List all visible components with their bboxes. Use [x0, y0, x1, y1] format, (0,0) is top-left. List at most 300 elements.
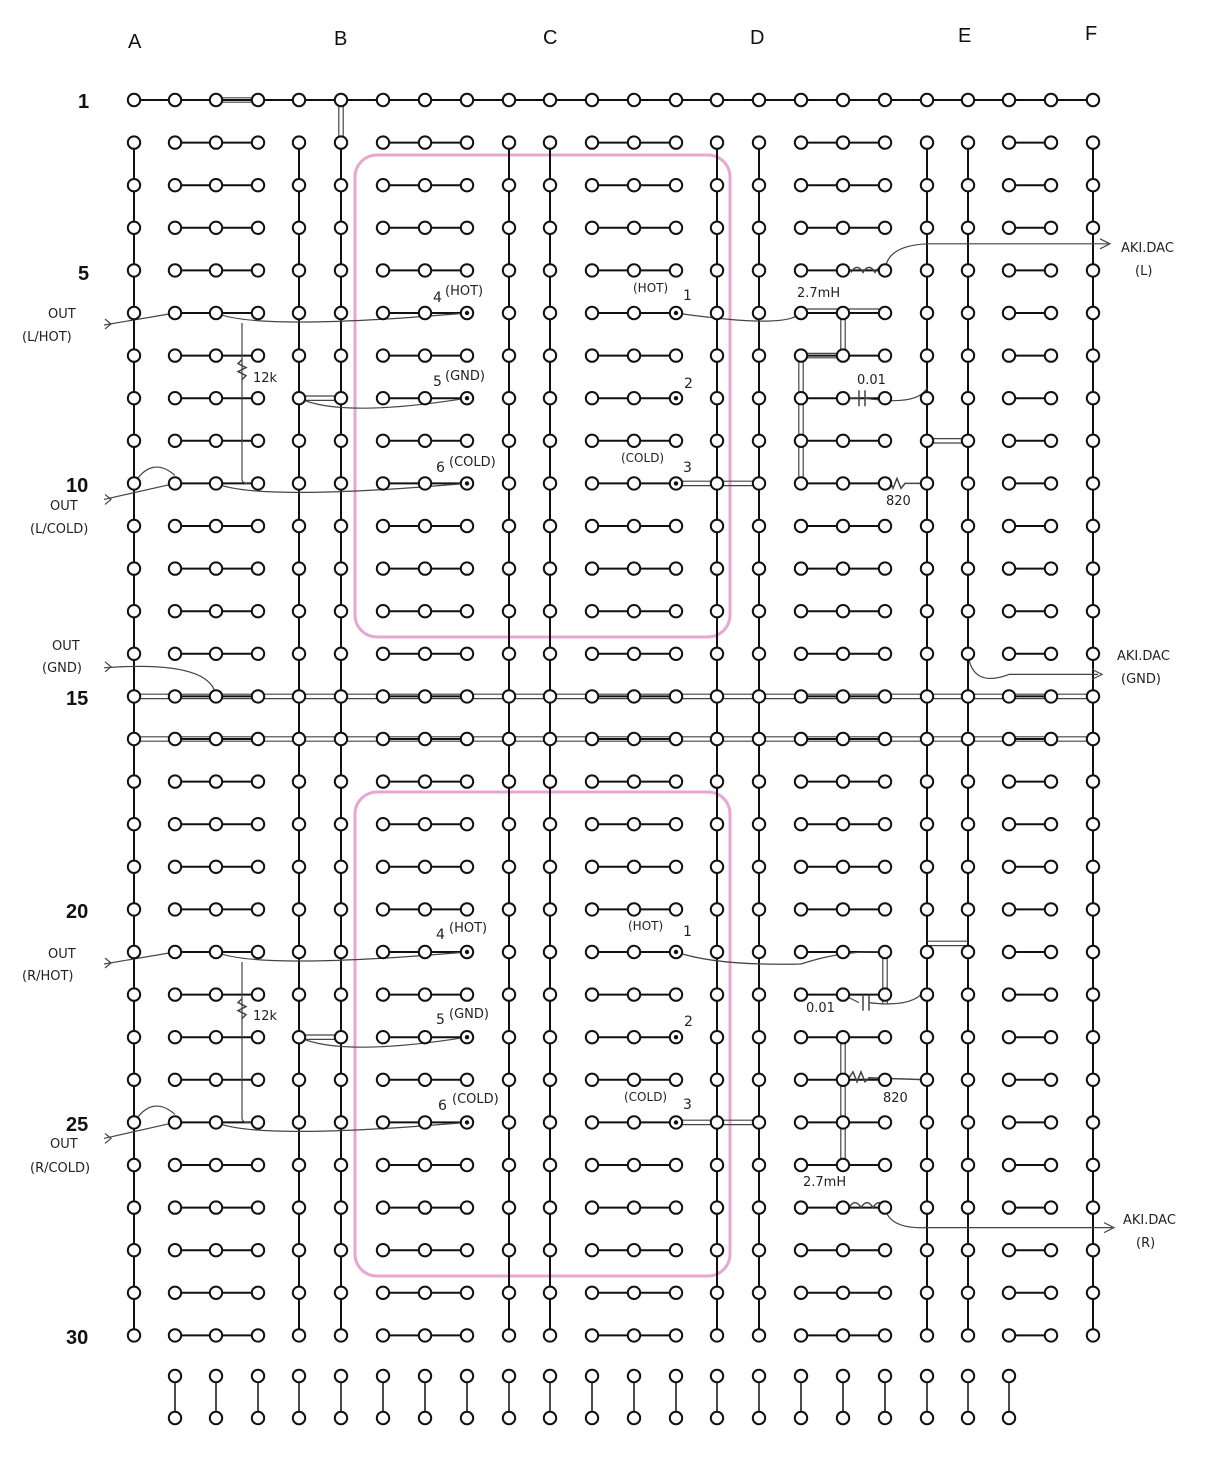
- hole: [503, 818, 515, 830]
- hole: [544, 818, 556, 830]
- hole: [419, 222, 431, 234]
- hole: [335, 775, 347, 787]
- hole: [377, 818, 389, 830]
- hole: [628, 605, 640, 617]
- hole: [1003, 861, 1015, 873]
- hole: [377, 477, 389, 489]
- hole: [544, 307, 556, 319]
- hole: [628, 392, 640, 404]
- hole: [419, 648, 431, 660]
- hole: [169, 435, 181, 447]
- hole: [753, 136, 765, 148]
- bottom-hole: [503, 1412, 515, 1424]
- hole: [252, 648, 264, 660]
- hole: [1003, 136, 1015, 148]
- hole: [169, 1244, 181, 1256]
- bottom-hole: [795, 1370, 807, 1382]
- hole: [837, 562, 849, 574]
- hole: [1045, 562, 1057, 574]
- hole: [293, 349, 305, 361]
- hole: [377, 775, 389, 787]
- hole: [293, 946, 305, 958]
- hole: [128, 1159, 140, 1171]
- hole: [544, 946, 556, 958]
- hole: [711, 903, 723, 915]
- dac-r-line2: (R): [1136, 1236, 1156, 1251]
- hole: [837, 775, 849, 787]
- hole: [586, 1116, 598, 1128]
- hole: [503, 1116, 515, 1128]
- hole: [753, 349, 765, 361]
- hole: [837, 605, 849, 617]
- hole: [544, 1329, 556, 1341]
- hole: [544, 1244, 556, 1256]
- out-gnd-line1: OUT: [52, 639, 80, 654]
- bottom-hole: [753, 1370, 765, 1382]
- bottom-hole: [335, 1412, 347, 1424]
- hole: [1087, 264, 1099, 276]
- hole: [293, 1159, 305, 1171]
- hole: [670, 861, 682, 873]
- hole: [210, 988, 222, 1000]
- hole: [586, 648, 598, 660]
- hole: [503, 392, 515, 404]
- hole: [879, 733, 891, 745]
- pin-dot: [465, 311, 469, 315]
- hole: [1087, 861, 1099, 873]
- hole: [837, 1116, 849, 1128]
- hole: [711, 775, 723, 787]
- hole: [252, 264, 264, 276]
- hole: [586, 1201, 598, 1213]
- hole: [879, 1159, 891, 1171]
- hole: [544, 1159, 556, 1171]
- bottom-hole: [670, 1370, 682, 1382]
- hole-row-1: [461, 94, 473, 106]
- hole: [377, 1031, 389, 1043]
- hole: [586, 1287, 598, 1299]
- hole: [879, 690, 891, 702]
- hole: [879, 349, 891, 361]
- hole: [503, 1201, 515, 1213]
- hole: [252, 1287, 264, 1299]
- hole: [169, 946, 181, 958]
- out-r-cold-line2: (R/COLD): [30, 1161, 91, 1176]
- hole: [293, 520, 305, 532]
- hole: [795, 1329, 807, 1341]
- hole: [670, 1159, 682, 1171]
- hole: [169, 1159, 181, 1171]
- hole: [293, 392, 305, 404]
- hole: [837, 264, 849, 276]
- hole: [711, 392, 723, 404]
- row-label-5: 5: [78, 263, 90, 285]
- hole: [293, 1031, 305, 1043]
- hole-row-1: [586, 94, 598, 106]
- hole: [293, 1116, 305, 1128]
- row-label-20: 20: [66, 901, 89, 923]
- hole: [753, 392, 765, 404]
- hole-layer: [128, 94, 1099, 1424]
- hole: [1045, 1074, 1057, 1086]
- hole: [586, 435, 598, 447]
- hole: [419, 903, 431, 915]
- hole: [1087, 1201, 1099, 1213]
- hole: [1087, 690, 1099, 702]
- hole: [1045, 946, 1057, 958]
- bottom-hole: [753, 1412, 765, 1424]
- hole: [753, 435, 765, 447]
- hole: [252, 690, 264, 702]
- hole: [544, 988, 556, 1000]
- hole: [377, 349, 389, 361]
- hole: [335, 733, 347, 745]
- hole: [753, 648, 765, 660]
- hole: [586, 733, 598, 745]
- hole: [461, 136, 473, 148]
- hole: [419, 1159, 431, 1171]
- hole: [1087, 648, 1099, 660]
- column-label-e: E: [958, 25, 972, 47]
- hole: [1045, 1159, 1057, 1171]
- hole: [544, 1074, 556, 1086]
- hole: [879, 861, 891, 873]
- hole: [879, 605, 891, 617]
- hole: [628, 222, 640, 234]
- hole: [169, 775, 181, 787]
- out-l-cold-line2: (L/COLD): [30, 522, 89, 537]
- hole: [210, 392, 222, 404]
- hole: [1003, 1031, 1015, 1043]
- hole: [503, 349, 515, 361]
- hole-row-1: [544, 94, 556, 106]
- hole: [837, 435, 849, 447]
- hole: [293, 861, 305, 873]
- out-r-hot-line2: (R/HOT): [22, 969, 74, 984]
- hole: [293, 477, 305, 489]
- hole: [795, 861, 807, 873]
- hole: [377, 136, 389, 148]
- right-resistor-820-label: 820: [883, 1091, 908, 1106]
- pin-dot: [465, 950, 469, 954]
- hole: [128, 477, 140, 489]
- hole: [252, 861, 264, 873]
- bottom-hole: [377, 1370, 389, 1382]
- bottom-hole: [795, 1412, 807, 1424]
- hole: [586, 562, 598, 574]
- hole: [837, 179, 849, 191]
- hole: [962, 349, 974, 361]
- hole: [419, 349, 431, 361]
- pin-dot: [465, 1035, 469, 1039]
- bottom-hole: [1003, 1412, 1015, 1424]
- hole: [503, 946, 515, 958]
- hole: [252, 1031, 264, 1043]
- hole: [1045, 1201, 1057, 1213]
- hole: [1087, 1159, 1099, 1171]
- right-ic-pin5-num: 5: [436, 1012, 445, 1028]
- hole: [128, 988, 140, 1000]
- hole: [711, 1287, 723, 1299]
- hole: [335, 988, 347, 1000]
- hole-row-1: [628, 94, 640, 106]
- hole: [921, 349, 933, 361]
- hole: [503, 648, 515, 660]
- hole: [169, 690, 181, 702]
- hole: [1003, 946, 1015, 958]
- hole: [962, 690, 974, 702]
- hole: [377, 1074, 389, 1086]
- hole: [210, 690, 222, 702]
- hole: [586, 477, 598, 489]
- hole: [628, 1287, 640, 1299]
- hole: [335, 690, 347, 702]
- column-label-f: F: [1085, 23, 1098, 45]
- hole: [1045, 222, 1057, 234]
- hole: [628, 1244, 640, 1256]
- hole: [670, 562, 682, 574]
- hole: [921, 1159, 933, 1171]
- hole: [670, 179, 682, 191]
- hole: [753, 861, 765, 873]
- hole: [419, 264, 431, 276]
- hole: [753, 1329, 765, 1341]
- hole: [1087, 307, 1099, 319]
- hole: [837, 222, 849, 234]
- bottom-hole: [252, 1370, 264, 1382]
- hole: [1045, 605, 1057, 617]
- hole: [128, 307, 140, 319]
- right-ic-pin4-num: 4: [436, 927, 445, 943]
- hole: [210, 562, 222, 574]
- hole: [252, 818, 264, 830]
- hole: [293, 1329, 305, 1341]
- hole: [503, 733, 515, 745]
- hole: [1003, 179, 1015, 191]
- bottom-hole: [169, 1370, 181, 1382]
- hole: [921, 1031, 933, 1043]
- hole: [921, 733, 933, 745]
- hole: [753, 690, 765, 702]
- hole: [293, 733, 305, 745]
- hole: [670, 818, 682, 830]
- hole: [335, 392, 347, 404]
- hole: [879, 1201, 891, 1213]
- hole: [670, 1329, 682, 1341]
- bottom-hole: [1003, 1370, 1015, 1382]
- hole: [1087, 818, 1099, 830]
- hole: [335, 1287, 347, 1299]
- hole: [962, 1287, 974, 1299]
- hole: [962, 1159, 974, 1171]
- hole: [795, 477, 807, 489]
- hole: [1087, 392, 1099, 404]
- hole: [711, 136, 723, 148]
- hole: [921, 605, 933, 617]
- hole: [544, 1116, 556, 1128]
- hole: [544, 264, 556, 276]
- hole: [293, 1244, 305, 1256]
- hole: [962, 307, 974, 319]
- hole: [628, 1074, 640, 1086]
- pin-dot: [465, 1120, 469, 1124]
- hole: [962, 648, 974, 660]
- hole: [1045, 818, 1057, 830]
- hole: [169, 733, 181, 745]
- hole: [1003, 1201, 1015, 1213]
- hole: [1003, 1159, 1015, 1171]
- left-ic-pin5-num: 5: [433, 374, 442, 390]
- right-pin1-wire: [676, 952, 885, 965]
- hole: [795, 349, 807, 361]
- hole: [293, 775, 305, 787]
- hole: [628, 562, 640, 574]
- hole: [962, 946, 974, 958]
- hole: [670, 136, 682, 148]
- hole: [503, 903, 515, 915]
- right-ic-pin3-num: 3: [683, 1097, 692, 1113]
- hole: [293, 562, 305, 574]
- hole: [628, 520, 640, 532]
- hole: [544, 690, 556, 702]
- hole: [293, 605, 305, 617]
- hole: [586, 818, 598, 830]
- hole: [293, 264, 305, 276]
- right-resistor-12k-label: 12k: [253, 1009, 278, 1024]
- hole: [837, 307, 849, 319]
- pin-dot: [674, 481, 678, 485]
- hole: [252, 136, 264, 148]
- out-l-hot-line1: OUT: [48, 307, 76, 322]
- left-pin1-wire: [676, 309, 885, 321]
- hole: [586, 520, 598, 532]
- hole: [544, 1031, 556, 1043]
- bottom-hole: [670, 1412, 682, 1424]
- hole: [879, 435, 891, 447]
- hole: [210, 1287, 222, 1299]
- hole: [503, 1244, 515, 1256]
- hole: [1087, 903, 1099, 915]
- hole: [503, 222, 515, 234]
- hole: [795, 222, 807, 234]
- hole: [628, 1116, 640, 1128]
- hole: [252, 222, 264, 234]
- hole: [711, 1244, 723, 1256]
- hole: [252, 605, 264, 617]
- hole: [628, 1329, 640, 1341]
- hole: [335, 435, 347, 447]
- hole: [921, 1074, 933, 1086]
- hole-row-1: [335, 94, 347, 106]
- hole: [1087, 1116, 1099, 1128]
- hole: [169, 1074, 181, 1086]
- hole: [461, 903, 473, 915]
- hole: [377, 520, 389, 532]
- hole: [837, 349, 849, 361]
- hole: [1003, 775, 1015, 787]
- hole: [753, 222, 765, 234]
- hole: [503, 435, 515, 447]
- hole-row-1: [210, 94, 222, 106]
- hole: [921, 435, 933, 447]
- hole: [586, 690, 598, 702]
- hole: [962, 1031, 974, 1043]
- hole: [670, 988, 682, 1000]
- bottom-hole: [837, 1412, 849, 1424]
- hole: [921, 477, 933, 489]
- hole: [419, 136, 431, 148]
- hole: [795, 605, 807, 617]
- hole: [293, 179, 305, 191]
- hole: [128, 648, 140, 660]
- hole-row-1: [879, 94, 891, 106]
- hole: [252, 179, 264, 191]
- hole: [962, 477, 974, 489]
- hole: [586, 307, 598, 319]
- hole: [1087, 136, 1099, 148]
- pin-dot: [674, 1120, 678, 1124]
- hole: [335, 1031, 347, 1043]
- hole: [962, 264, 974, 276]
- hole: [377, 179, 389, 191]
- hole: [252, 988, 264, 1000]
- hole-row-1: [1003, 94, 1015, 106]
- row-label-10: 10: [66, 475, 89, 497]
- out-gnd-line2: (GND): [42, 661, 82, 676]
- hole: [962, 179, 974, 191]
- hole: [1045, 136, 1057, 148]
- row-label-30: 30: [66, 1327, 89, 1349]
- hole: [335, 1244, 347, 1256]
- hole: [795, 1116, 807, 1128]
- hole: [670, 690, 682, 702]
- hole: [753, 1116, 765, 1128]
- hole: [711, 1031, 723, 1043]
- hole: [586, 1244, 598, 1256]
- hole: [711, 520, 723, 532]
- bottom-hole: [711, 1370, 723, 1382]
- hole: [293, 1201, 305, 1213]
- hole: [711, 1116, 723, 1128]
- hole: [503, 988, 515, 1000]
- hole: [753, 775, 765, 787]
- bottom-hole: [461, 1370, 473, 1382]
- hole: [128, 1329, 140, 1341]
- hole: [252, 477, 264, 489]
- hole: [962, 903, 974, 915]
- hole: [879, 562, 891, 574]
- hole: [879, 1074, 891, 1086]
- hole: [169, 307, 181, 319]
- hole: [128, 1031, 140, 1043]
- dac-gnd-line1: AKI.DAC: [1117, 649, 1170, 664]
- hole: [210, 435, 222, 447]
- hole: [461, 349, 473, 361]
- hole: [128, 690, 140, 702]
- hole: [419, 392, 431, 404]
- hole: [335, 264, 347, 276]
- hole: [1087, 222, 1099, 234]
- left-ic-pin1-name: (HOT): [633, 281, 669, 295]
- hole: [586, 349, 598, 361]
- hole: [335, 307, 347, 319]
- hole: [377, 1329, 389, 1341]
- hole: [711, 307, 723, 319]
- hole: [377, 307, 389, 319]
- hole: [419, 1329, 431, 1341]
- hole: [503, 605, 515, 617]
- left-ic-pin5-name: (GND): [445, 369, 485, 384]
